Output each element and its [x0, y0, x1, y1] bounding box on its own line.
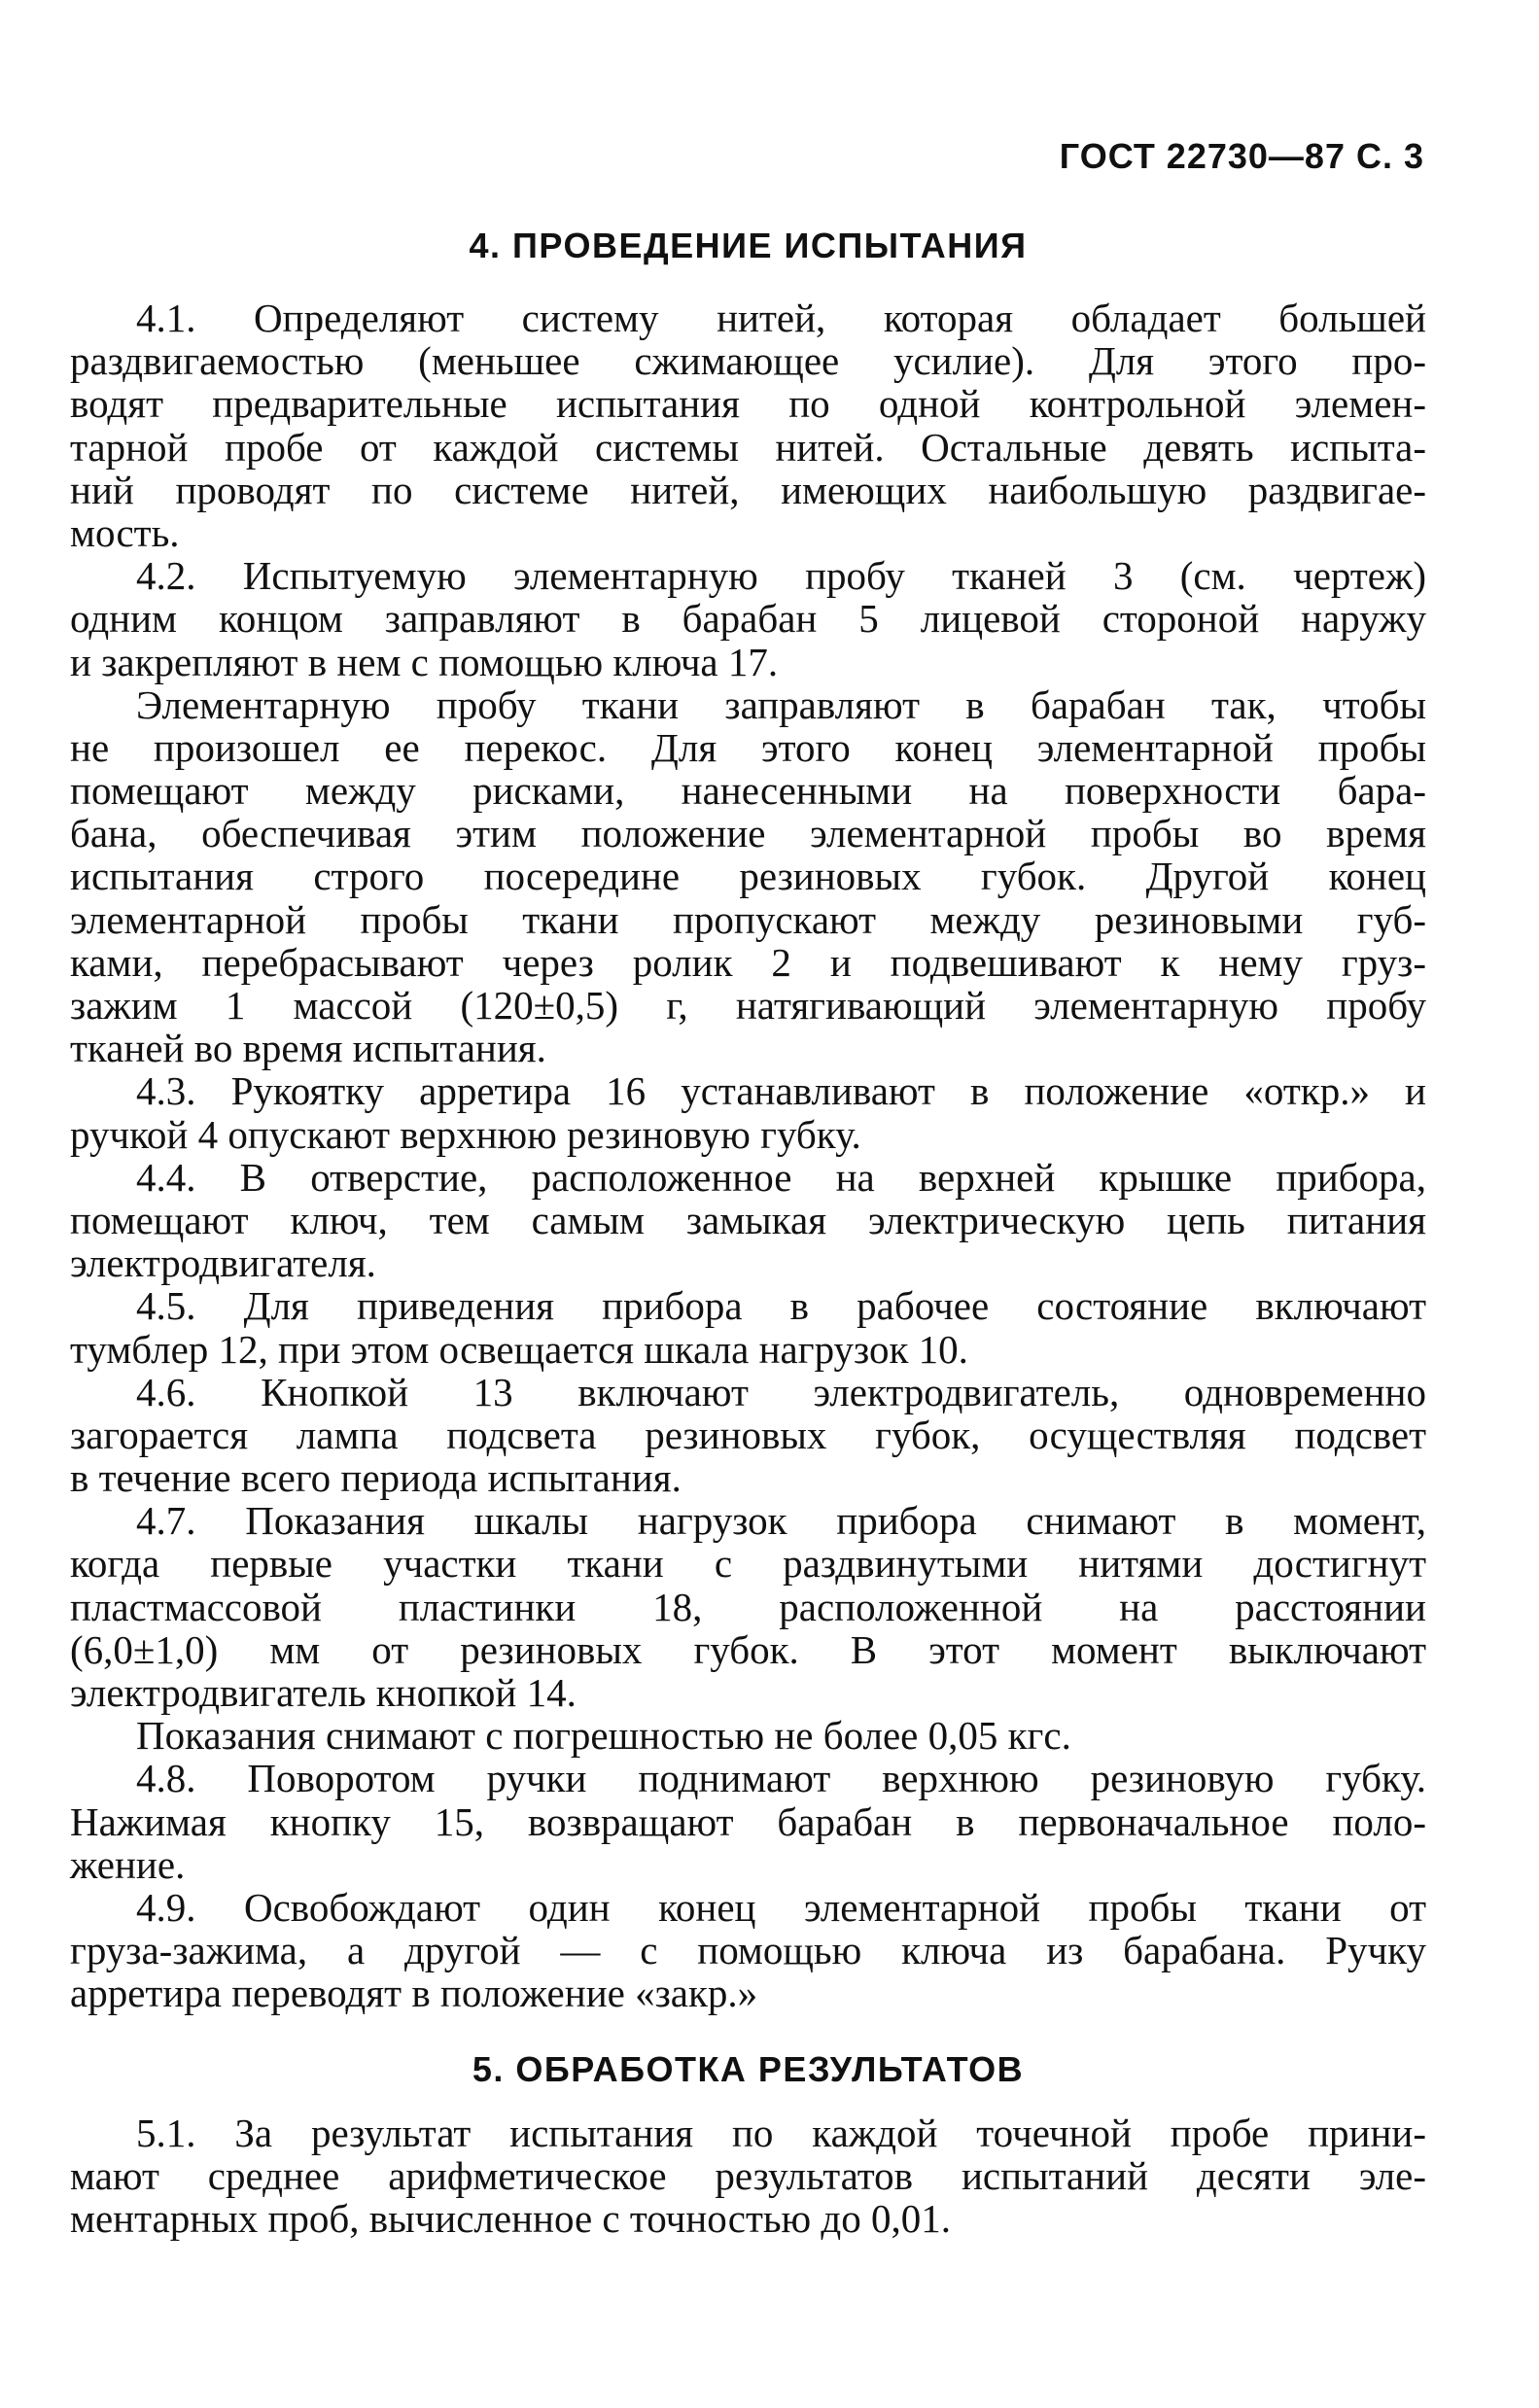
text-line: ний проводят по системе нитей, имеющих наибольшую раздвигае- — [70, 467, 1426, 512]
text-line: 4.5. Для приведения прибора в рабочее состояние включают — [136, 1283, 1426, 1329]
text-line: ментарных проб, вычисленное с точностью до 0,01. — [70, 2196, 952, 2242]
text-line: мость. — [70, 509, 180, 555]
text-line: зажим 1 массой (120±0,5) г, натягивающий элементарную пробу — [70, 983, 1426, 1028]
text-line: (6,0±1,0) мм от резиновых губок. В этот момент выключают — [70, 1626, 1426, 1672]
running-header: ГОСТ 22730—87 С. 3 — [1059, 136, 1424, 176]
text-line: Показания снимают с погрешностью не более 0,05 кгс. — [136, 1713, 1071, 1759]
text-line: бана, обеспечивая этим положение элементарной пробы во время — [70, 811, 1426, 856]
text-line: тканей во время испытания. — [70, 1026, 546, 1071]
text-line: тумблер 12, при этом освещается шкала нагрузок 10. — [70, 1326, 968, 1372]
text-line: Нажимая кнопку 15, возвращают барабан в первоначальное поло- — [70, 1798, 1426, 1844]
text-line: испытания строго посередине резиновых губок. Другой конец — [70, 854, 1426, 899]
text-line: помещают между рисками, нанесенными на поверхности бара- — [70, 768, 1426, 814]
text-line: элементарной пробы ткани пропускают между резиновыми губ- — [70, 896, 1426, 942]
text-line: когда первые участки ткани с раздвинутыми нитями достигнут — [70, 1541, 1426, 1587]
text-line: ручкой 4 опускают верхнюю резиновую губку. — [70, 1111, 861, 1157]
text-line: одним концом заправляют в барабан 5 лицевой стороной наружу — [70, 596, 1426, 642]
text-line: электродвигателя. — [70, 1240, 376, 1286]
text-line: жение. — [70, 1841, 186, 1887]
text-line: 4.8. Поворотом ручки поднимают верхнюю резиновую губку. — [136, 1756, 1426, 1801]
section-5-body — [70, 2111, 1426, 2241]
text-line: загорается лампа подсвета резиновых губок, осуществляя подсвет — [70, 1412, 1426, 1457]
text-line: 4.7. Показания шкалы нагрузок прибора снимают в момент, — [136, 1498, 1426, 1544]
section-4-body — [70, 297, 1426, 2015]
text-line: 4.9. Освобождают один конец элементарной пробы ткани от — [136, 1884, 1426, 1930]
text-line: ками, перебрасывают через ролик 2 и подвешивают к нему груз- — [70, 939, 1426, 985]
text-line: груза-зажима, а другой — с помощью ключа из барабана. Ручку — [70, 1928, 1426, 1973]
text-line: мают среднее арифметическое результатов испытаний десяти эле- — [70, 2153, 1426, 2199]
text-line: 5.1. За результат испытания по каждой точечной пробе прини- — [136, 2111, 1426, 2155]
text-line: 4.6. Кнопкой 13 включают электродвигатель, одновременно — [136, 1369, 1426, 1414]
text-line: 4.1. Определяют систему нитей, которая обладает большей — [136, 296, 1426, 340]
text-line: пластмассовой пластинки 18, расположенной на расстоянии — [70, 1584, 1426, 1629]
text-line: электродвигатель кнопкой 14. — [70, 1670, 577, 1715]
text-line: не произошел ее перекос. Для этого конец элементарной пробы — [70, 724, 1426, 770]
text-line: арретира переводят в положение «закр.» — [70, 1971, 758, 2016]
section-5-heading: 5. ОБРАБОТКА РЕЗУЛЬТАТОВ — [472, 2049, 1025, 2089]
text-line: 4.2. Испытуемую элементарную пробу тканей 3 (см. чертеж) — [136, 553, 1426, 599]
text-line: раздвигаемостью (меньшее сжимающее усилие). Для этого про- — [70, 338, 1426, 384]
text-line: в течение всего периода испытания. — [70, 1455, 682, 1501]
text-line: тарной пробе от каждой системы нитей. Остальные девять испыта- — [70, 424, 1426, 470]
text-line: водят предварительные испытания по одной контрольной элемен- — [70, 381, 1426, 427]
text-line: помещают ключ, тем самым замыкая электрическую цепь питания — [70, 1197, 1426, 1242]
text-line: 4.3. Рукоятку арретира 16 устанавливают в положение «откр.» и — [136, 1068, 1426, 1114]
text-line: 4.4. В отверстие, расположенное на верхней крышке прибора, — [136, 1154, 1426, 1200]
section-4-heading: 4. ПРОВЕДЕНИЕ ИСПЫТАНИЯ — [469, 226, 1028, 265]
text-line: Элементарную пробу ткани заправляют в барабан так, чтобы — [136, 681, 1426, 727]
text-line: и закрепляют в нем с помощью ключа 17. — [70, 639, 779, 684]
